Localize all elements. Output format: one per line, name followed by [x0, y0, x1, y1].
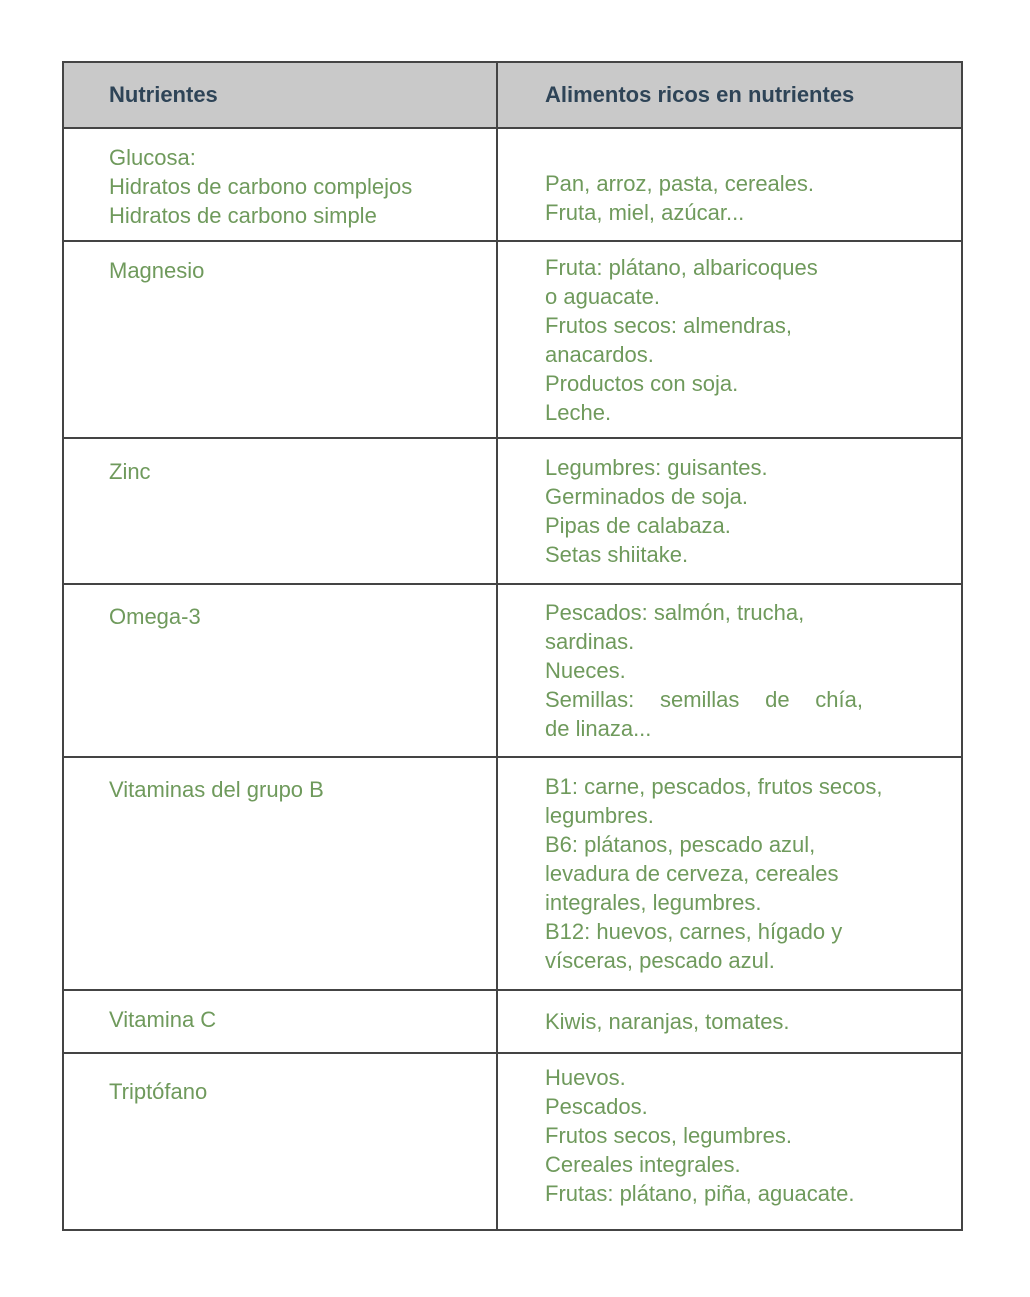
nutrient-cell: [63, 241, 497, 438]
food-line: Pipas de calabaza.: [545, 513, 731, 538]
food-line: B1: carne, pescados, frutos secos,: [545, 774, 883, 799]
food-line: o aguacate.: [545, 283, 660, 309]
food-line: Pescados.: [545, 1094, 648, 1119]
food-line: anacardos.: [545, 341, 654, 367]
header-foods: Alimentos ricos en nutrientes: [497, 62, 962, 128]
nutrient-label: Triptófano: [109, 1079, 208, 1104]
table-row: [63, 128, 962, 241]
nutrient-label: Hidratos de carbono simple: [109, 203, 377, 228]
foods-cell: [497, 128, 962, 241]
header-nutrients: Nutrientes: [63, 62, 497, 128]
food-line: levadura de cerveza, cereales: [545, 861, 839, 886]
nutrient-label: Omega-3: [109, 604, 201, 629]
foods-cell: [497, 990, 962, 1053]
foods-cell: [497, 757, 962, 990]
food-line: Cereales integrales.: [545, 1152, 741, 1177]
food-line: Setas shiitake.: [545, 542, 689, 567]
nutrient-cell: [63, 438, 497, 584]
table-row: [63, 438, 962, 584]
food-line: Fruta: plátano, albaricoques: [545, 254, 818, 280]
food-line: Fruta, miel, azúcar...: [545, 199, 745, 225]
nutrient-label: Glucosa:: [109, 145, 196, 170]
nutrient-cell: [63, 990, 497, 1053]
foods-cell: [497, 1053, 962, 1230]
food-line: vísceras, pescado azul.: [545, 948, 775, 973]
table-row: [63, 757, 962, 990]
food-line: Kiwis, naranjas, tomates.: [545, 1009, 790, 1034]
nutrient-cell: [63, 757, 497, 990]
food-line: integrales, legumbres.: [545, 890, 762, 915]
food-line: Huevos.: [545, 1065, 626, 1090]
food-line: sardinas.: [545, 629, 635, 654]
nutrient-label: Vitaminas del grupo B: [109, 777, 324, 802]
table-row: [63, 584, 962, 757]
food-line: Pescados: salmón, trucha,: [545, 600, 805, 625]
food-line: Frutos secos: almendras,: [545, 312, 792, 338]
nutrient-label: Zinc: [109, 459, 151, 484]
food-line: Pan, arroz, pasta, cereales.: [545, 170, 815, 196]
food-line: Frutas: plátano, piña, aguacate.: [545, 1181, 855, 1206]
table-row: [63, 241, 962, 438]
food-line: Nueces.: [545, 658, 626, 683]
food-line: Semillas: semillas de chía,: [545, 687, 863, 712]
food-line: B12: huevos, carnes, hígado y: [545, 919, 843, 944]
food-line: Germinados de soja.: [545, 484, 748, 509]
table-header-row: [63, 62, 962, 128]
foods-cell: [497, 241, 962, 438]
food-line: de linaza...: [545, 716, 652, 741]
table-row: [63, 1053, 962, 1230]
foods-cell: [497, 584, 962, 757]
food-line: legumbres.: [545, 803, 654, 828]
nutrients-table: [62, 61, 963, 1231]
table-row: [63, 990, 962, 1053]
nutrient-label: Vitamina C: [109, 1007, 217, 1032]
food-line: B6: plátanos, pescado azul,: [545, 832, 816, 857]
food-line: Legumbres: guisantes.: [545, 455, 768, 480]
food-line: Frutos secos, legumbres.: [545, 1123, 792, 1148]
nutrient-label: Magnesio: [109, 258, 205, 283]
food-line: Leche.: [545, 399, 612, 425]
nutrient-cell: [63, 1053, 497, 1230]
nutrient-cell: [63, 128, 497, 241]
foods-cell: [497, 438, 962, 584]
nutrient-cell: [63, 584, 497, 757]
food-line: Productos con soja.: [545, 370, 739, 396]
nutrient-label: Hidratos de carbono complejos: [109, 174, 413, 199]
